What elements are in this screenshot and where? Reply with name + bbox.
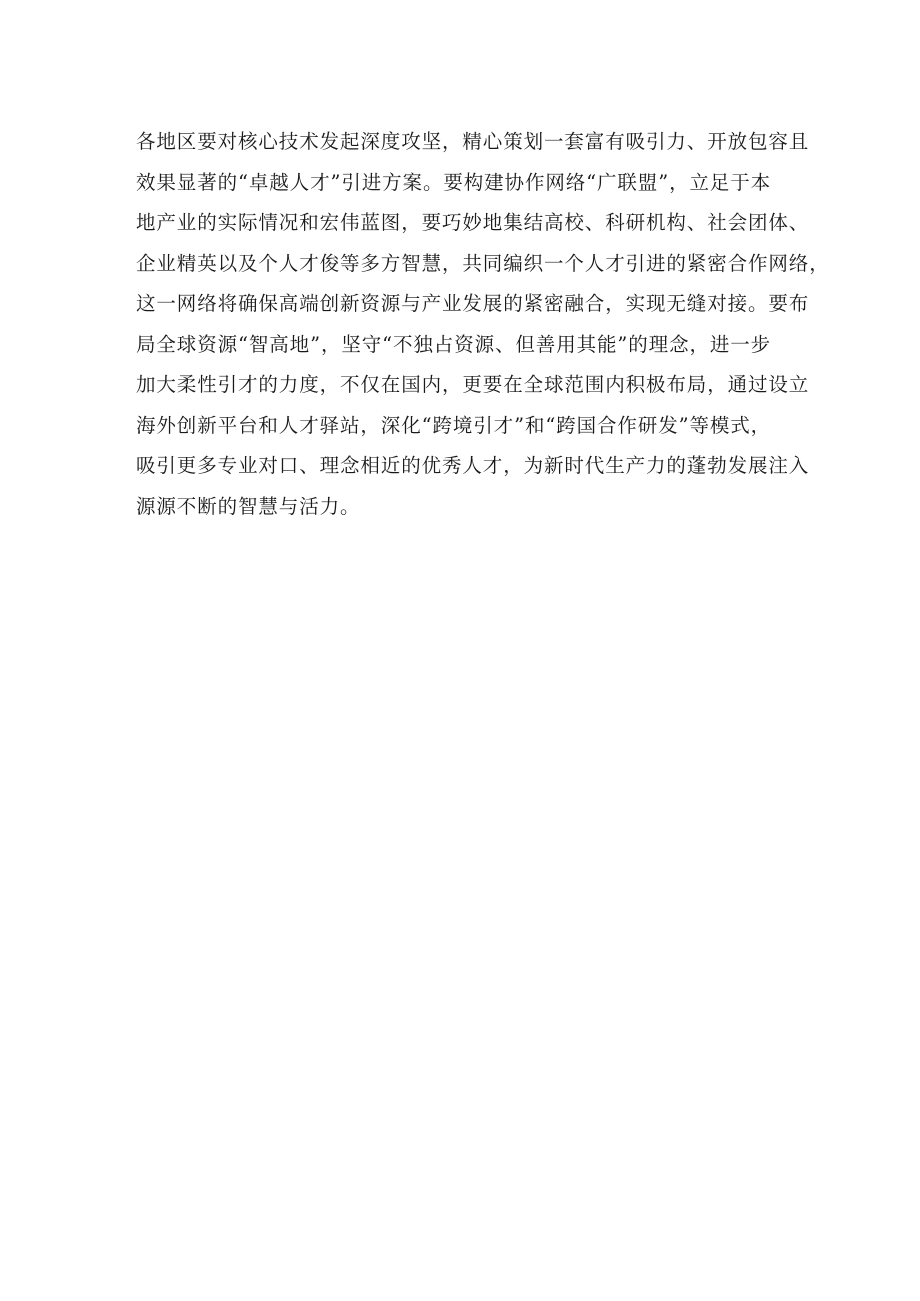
paragraph-line-4: 企业精英以及个人才俊等多方智慧，共同编织一个人才引进的紧密合作网络， (136, 251, 830, 275)
paragraph-line-3: 地产业的实际情况和宏伟蓝图，要巧妙地集结高校、科研机构、社会团体、 (136, 211, 810, 234)
paragraph-line-9: 吸引更多专业对口、理念相近的优秀人才，为新时代生产力的蓬勃发展注入 (136, 454, 810, 477)
paragraph-line-6: 局全球资源“智高地”，坚守“不独占资源、但善用其能”的理念，进一步 (136, 332, 772, 356)
paragraph-line-8: 海外创新平台和人才驿站，深化“跨境引才”和“跨国合作研发”等模式， (136, 413, 772, 437)
paragraph-line-1: 各地区要对核心技术发起深度攻坚，精心策划一套富有吸引力、开放包容且 (136, 130, 810, 153)
paragraph-line-5: 这一网络将确保高端创新资源与产业发展的紧密融合，实现无缝对接。要布 (136, 292, 810, 315)
paragraph-line-7: 加大柔性引才的力度，不仅在国内，更要在全球范围内积极布局，通过设立 (136, 373, 810, 396)
paragraph-line-10: 源源不断的智慧与活力。 (136, 494, 361, 518)
paragraph-line-2: 效果显著的“卓越人才”引进方案。要构建协作网络“广联盟”，立足于本 (136, 170, 772, 194)
body-paragraph (136, 122, 830, 527)
